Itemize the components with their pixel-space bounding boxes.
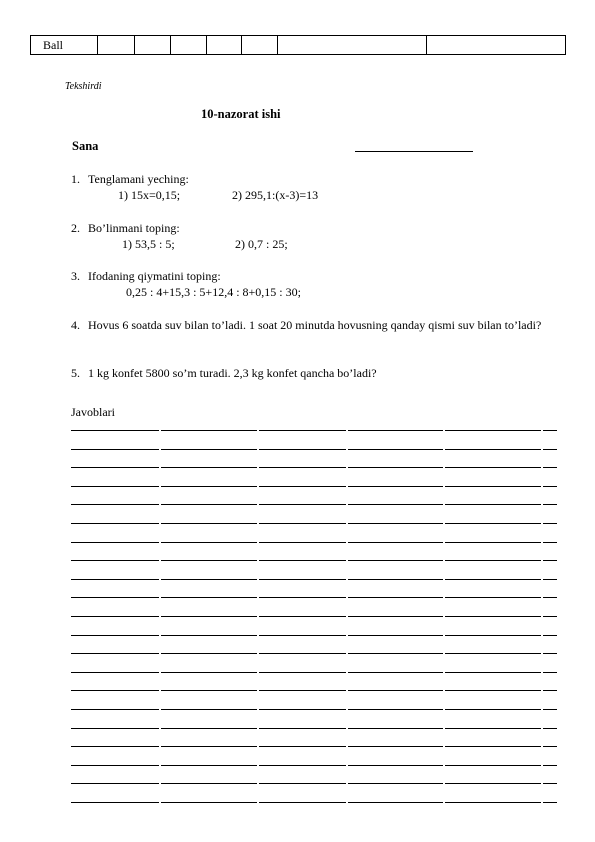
question-2-number: 2. [71,221,80,235]
question-5-number: 5. [71,366,80,380]
question-2-text: Bo’linmani toping: [88,221,180,235]
answer-line[interactable] [71,728,557,729]
question-2-item-2: 2) 0,7 : 25; [235,237,288,251]
answer-line[interactable] [71,746,557,747]
question-1-item-1: 1) 15x=0,15; [118,188,181,202]
question-4-text: Hovus 6 soatda suv bilan to’ladi. 1 soat 20 minutda hovusning qanday qismi suv bilan to’ladi? [88,318,542,332]
answer-line[interactable] [71,765,557,766]
answer-line[interactable] [71,635,557,636]
question-5-text: 1 kg konfet 5800 so’m turadi. 2,3 kg konfet qancha bo’ladi? [88,366,377,380]
answer-line[interactable] [71,504,557,505]
score-cell[interactable] [278,36,427,55]
answer-line[interactable] [71,449,557,450]
answer-line[interactable] [71,523,557,524]
question-3-item-1: 0,25 : 4+15,3 : 5+12,4 : 8+0,15 : 30; [126,285,301,299]
tekshirdi-label: Tekshirdi [65,81,102,92]
page-title: 10-nazorat ishi [201,107,281,121]
score-cell[interactable] [171,36,207,55]
ball-label: Ball [31,36,98,55]
answer-line[interactable] [71,579,557,580]
score-cell[interactable] [98,36,135,55]
answer-line[interactable] [71,597,557,598]
answer-line[interactable] [71,560,557,561]
question-3-number: 3. [71,269,80,283]
score-cell[interactable] [427,36,566,55]
answer-line[interactable] [71,783,557,784]
question-1-text: Tenglamani yeching: [88,172,189,186]
sana-field[interactable] [355,151,473,152]
answer-line[interactable] [71,467,557,468]
answer-line[interactable] [71,802,557,803]
score-table [30,35,566,55]
score-cell[interactable] [207,36,242,55]
question-3-text: Ifodaning qiymatini toping: [88,269,221,283]
question-2-item-1: 1) 53,5 : 5; [122,237,175,251]
answer-line[interactable] [71,430,557,431]
answer-line[interactable] [71,616,557,617]
score-cell[interactable] [135,36,171,55]
question-4-number: 4. [71,318,80,332]
score-cell[interactable] [242,36,278,55]
answer-line[interactable] [71,672,557,673]
answer-line[interactable] [71,542,557,543]
question-1-number: 1. [71,172,80,186]
answer-line[interactable] [71,653,557,654]
answer-line[interactable] [71,690,557,691]
answer-line[interactable] [71,486,557,487]
sana-label: Sana [72,139,99,153]
answer-line[interactable] [71,709,557,710]
answers-label: Javoblari [71,405,115,419]
question-1-item-2: 2) 295,1:(x-3)=13 [232,188,319,202]
